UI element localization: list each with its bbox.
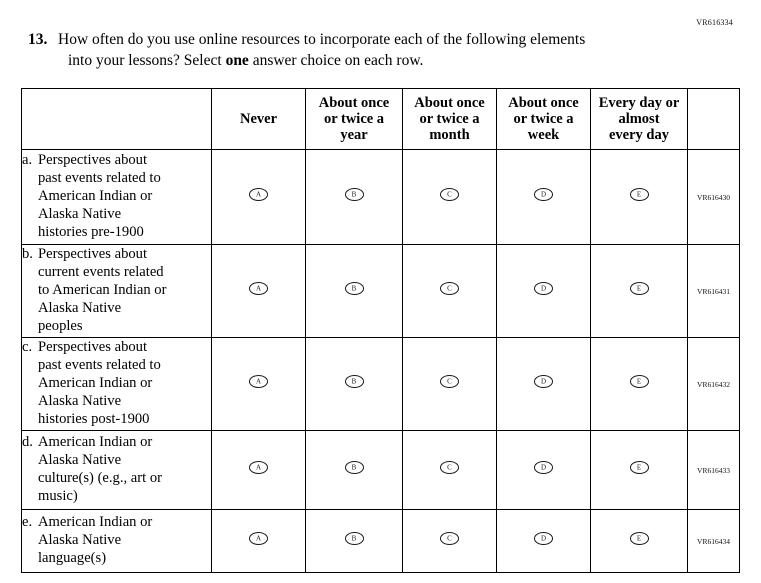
row-b-label [22,245,212,338]
header-week-line-2: or twice a [513,110,574,127]
row-a-option-day[interactable] [591,150,688,245]
question-line-2-pre: into your lessons? Select [68,51,226,69]
row-a-option-week[interactable] [497,150,591,245]
header-week-line-1: About once [508,94,579,111]
question-line-2 [58,51,668,72]
row-a-option-never[interactable] [212,150,306,245]
row-c-option-never[interactable] [212,338,306,431]
row-d-option-week[interactable] [497,431,591,510]
radio-bubble[interactable] [249,375,268,388]
bubble-letter: B [351,534,357,542]
row-d-option-month[interactable] [403,431,497,510]
bubble-letter: A [255,534,262,542]
radio-bubble[interactable] [440,188,459,201]
radio-bubble[interactable] [630,188,649,201]
row-b-option-never[interactable] [212,245,306,338]
row-c-option-year[interactable] [306,338,403,431]
header-year-line-3: year [340,127,368,144]
question-block [28,30,668,72]
bubble-letter: D [540,463,547,471]
bubble-letter: D [540,284,547,292]
row-e-line-3: language(s) [38,549,107,566]
header-day-line-1: Every day or [598,94,680,111]
bubble-letter: E [636,190,642,198]
question-number: 13. [28,31,48,48]
row-c-line-5: histories post-1900 [38,410,150,427]
header-blank-left [22,89,212,150]
radio-bubble[interactable] [534,188,553,201]
row-b-line-5: peoples [38,317,83,334]
row-c-line-3: American Indian or [38,375,153,392]
bubble-letter: C [447,463,452,471]
row-e-option-month[interactable] [403,510,497,573]
row-c-line-4: Alaska Native [38,392,122,409]
header-every-day [591,89,688,150]
row-d-line-2: Alaska Native [38,452,122,469]
row-c-label [22,338,212,431]
radio-bubble[interactable] [534,461,553,474]
row-c-option-week[interactable] [497,338,591,431]
row-b-option-day[interactable] [591,245,688,338]
question-text [58,30,668,72]
header-month-line-2: or twice a [419,110,480,127]
header-year-line-1: About once [318,94,390,111]
bubble-letter: B [351,463,357,471]
header-once-twice-year [306,89,403,150]
bubble-letter: B [351,190,357,198]
row-b-id: VR616431 [688,245,740,338]
row-e-line-1: American Indian or [38,514,153,531]
radio-bubble[interactable] [345,532,364,545]
radio-bubble[interactable] [440,375,459,388]
row-a-option-year[interactable] [306,150,403,245]
header-once-twice-week [497,89,591,150]
row-d-option-year[interactable] [306,431,403,510]
response-grid [21,88,740,573]
row-a-line-4: Alaska Native [38,205,122,222]
row-a-line-1: Perspectives about [38,152,148,169]
bubble-letter: E [636,284,642,292]
row-e-label [22,510,212,573]
radio-bubble[interactable] [630,461,649,474]
row-d-id: VR616433 [688,431,740,510]
row-a-line-3: American Indian or [38,188,153,205]
bubble-letter: C [447,377,452,385]
row-a-option-month[interactable] [403,150,497,245]
row-b-option-year[interactable] [306,245,403,338]
bubble-letter: C [447,284,452,292]
row-d-option-day[interactable] [591,431,688,510]
radio-bubble[interactable] [630,375,649,388]
row-d-option-never[interactable] [212,431,306,510]
row-b-text [38,246,211,336]
row-d-text [38,434,211,506]
header-never-line-1: Never [239,110,278,127]
row-d-line-4: music) [38,487,78,504]
table-row [22,150,740,245]
row-e-option-week[interactable] [497,510,591,573]
row-e-letter: e. [22,514,33,531]
row-d-label [22,431,212,510]
bubble-letter: B [351,377,357,385]
bubble-letter: E [636,534,642,542]
header-week-line-3: week [527,127,560,144]
question-line-1: How often do you use online resources to incorporate each of the following elements [58,31,586,48]
bubble-letter: D [540,534,547,542]
bubble-letter: B [351,284,357,292]
row-d-line-1: American Indian or [38,434,153,451]
row-a-text [38,152,211,242]
table-row [22,510,740,573]
page-corner-id: VR616334 [696,18,733,27]
table-row [22,431,740,510]
row-a-label [22,150,212,245]
header-year-line-2: or twice a [323,110,385,127]
row-b-letter: b. [22,246,33,263]
radio-bubble[interactable] [440,532,459,545]
row-a-id: VR616430 [688,150,740,245]
radio-bubble[interactable] [440,461,459,474]
grid-header-row [22,89,740,150]
bubble-letter: C [447,534,452,542]
row-c-text [38,339,211,429]
radio-bubble[interactable] [534,375,553,388]
header-never [212,89,306,150]
radio-bubble[interactable] [345,188,364,201]
radio-bubble[interactable] [534,532,553,545]
radio-bubble[interactable] [630,532,649,545]
row-c-option-day[interactable] [591,338,688,431]
question-line-2-post: answer choice on each row. [248,51,424,69]
row-e-option-year[interactable] [306,510,403,573]
row-e-line-2: Alaska Native [38,532,122,549]
bubble-letter: A [255,284,262,292]
row-c-id: VR616432 [688,338,740,431]
header-day-line-3: every day [609,127,669,144]
row-a-line-2: past events related to [38,170,161,187]
radio-bubble[interactable] [630,282,649,295]
bubble-letter: A [255,190,262,198]
row-e-id: VR616434 [688,510,740,573]
radio-bubble[interactable] [440,282,459,295]
header-month-line-3: month [429,127,470,144]
row-d-line-3: culture(s) (e.g., art or [38,470,162,486]
row-b-line-1: Perspectives about [38,246,148,263]
bubble-letter: C [447,190,452,198]
row-e-option-never[interactable] [212,510,306,573]
question-line-2-bold: one [225,51,249,69]
row-a-line-5: histories pre-1900 [38,223,144,240]
header-month-line-1: About once [414,94,485,111]
row-b-line-3: to American Indian or [38,282,167,299]
radio-bubble[interactable] [249,282,268,295]
row-b-option-week[interactable] [497,245,591,338]
row-c-letter: c. [22,339,33,356]
row-e-option-day[interactable] [591,510,688,573]
bubble-letter: E [636,377,642,385]
table-row [22,245,740,338]
bubble-letter: A [255,377,262,385]
bubble-letter: E [636,463,642,471]
row-c-option-month[interactable] [403,338,497,431]
row-b-line-4: Alaska Native [38,299,122,316]
row-b-line-2: current events related [38,264,164,281]
header-day-line-2: almost [618,110,660,127]
row-e-text [38,514,211,568]
row-d-letter: d. [22,434,33,451]
radio-bubble[interactable] [345,461,364,474]
row-c-line-2: past events related to [38,357,161,374]
header-once-twice-month [403,89,497,150]
radio-bubble[interactable] [249,461,268,474]
row-b-option-month[interactable] [403,245,497,338]
bubble-letter: A [255,463,262,471]
row-c-line-1: Perspectives about [38,339,148,356]
radio-bubble[interactable] [249,188,268,201]
bubble-letter: D [540,377,547,385]
row-a-letter: a. [22,152,33,169]
radio-bubble[interactable] [345,282,364,295]
radio-bubble[interactable] [345,375,364,388]
radio-bubble[interactable] [534,282,553,295]
header-blank-right [688,89,740,150]
radio-bubble[interactable] [249,532,268,545]
table-row [22,338,740,431]
bubble-letter: D [540,190,547,198]
